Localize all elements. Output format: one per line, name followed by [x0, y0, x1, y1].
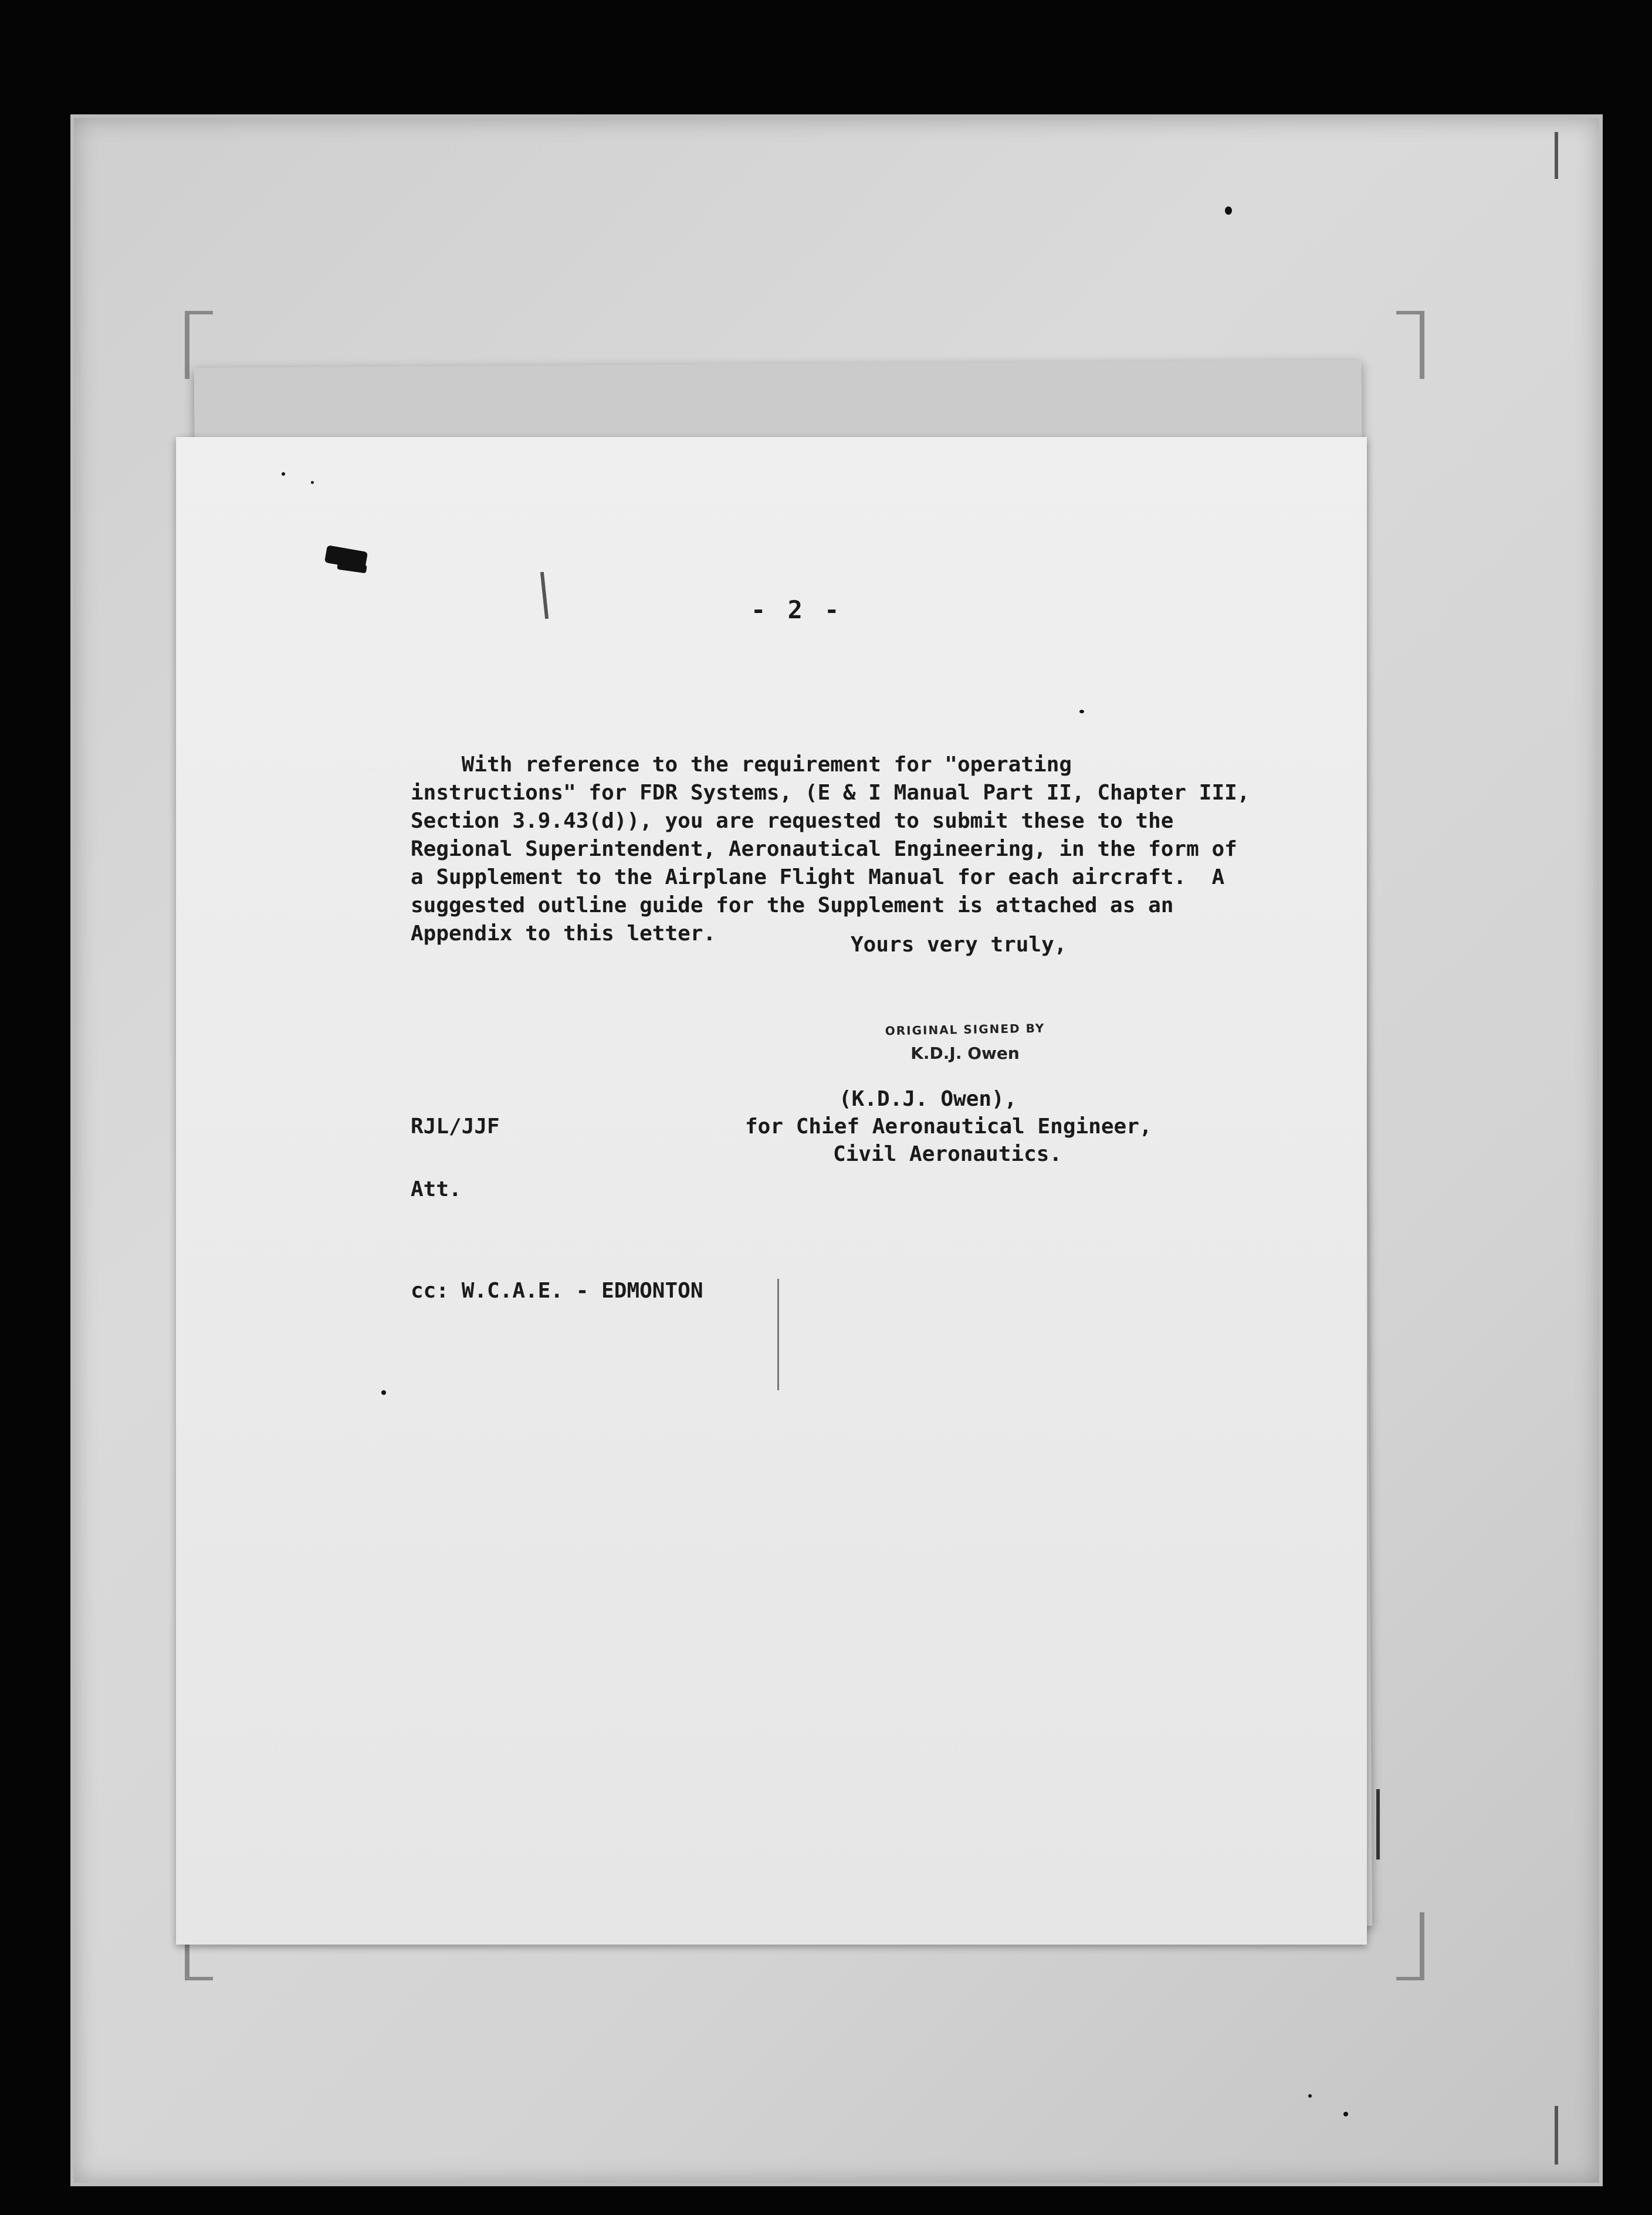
- crop-mark-top-right: [1396, 311, 1424, 379]
- film-edge-mark: [1555, 2106, 1558, 2165]
- letter-body: [411, 751, 1326, 948]
- stamp-name: K.D.J. Owen: [910, 1044, 1020, 1063]
- film-edge-mark: [1555, 132, 1558, 179]
- reference-initials: RJL/JJF: [411, 1115, 500, 1139]
- body-line: Section 3.9.43(d)), you are requested to submit these to the: [411, 809, 1174, 833]
- carbon-copy-line: cc: W.C.A.E. - EDMONTON: [411, 1279, 703, 1303]
- dust-speck: [381, 1390, 386, 1395]
- letter-page: [176, 437, 1367, 1945]
- signatory-title: for Chief Aeronautical Engineer,: [745, 1115, 1152, 1139]
- dust-speck: [1308, 2094, 1312, 2098]
- crop-mark-bottom-right: [1396, 1912, 1424, 1980]
- signatory-organization: Civil Aeronautics.: [833, 1142, 1062, 1166]
- body-line: suggested outline guide for the Supplement is attached as an: [411, 893, 1174, 917]
- body-line: instructions" for FDR Systems, (E & I Manual Part II, Chapter III,: [411, 781, 1250, 805]
- stamp-label: ORIGINAL SIGNED BY: [885, 1021, 1045, 1038]
- dust-speck: [1079, 710, 1084, 713]
- closing-salutation: Yours very truly,: [851, 933, 1067, 957]
- dust-speck: [1343, 2112, 1348, 2116]
- body-line: Regional Superintendent, Aeronautical Engineering, in the form of: [411, 837, 1237, 861]
- pencil-mark: [540, 572, 549, 619]
- signatory-name: (K.D.J. Owen),: [839, 1087, 1017, 1111]
- body-line: With reference to the requirement for "operating: [411, 753, 1072, 777]
- pencil-mark: [777, 1279, 779, 1390]
- body-line: a Supplement to the Airplane Flight Manual for each aircraft. A: [411, 865, 1225, 889]
- body-line: Appendix to this letter.: [411, 922, 716, 946]
- dust-speck: [311, 481, 314, 484]
- dust-speck: [1225, 206, 1232, 215]
- attachment-note: Att.: [411, 1177, 462, 1201]
- film-edge-mark: [1376, 1789, 1380, 1860]
- signature-stamp: [877, 1022, 1053, 1063]
- page-number: - 2 -: [751, 595, 843, 624]
- dust-speck: [282, 472, 285, 476]
